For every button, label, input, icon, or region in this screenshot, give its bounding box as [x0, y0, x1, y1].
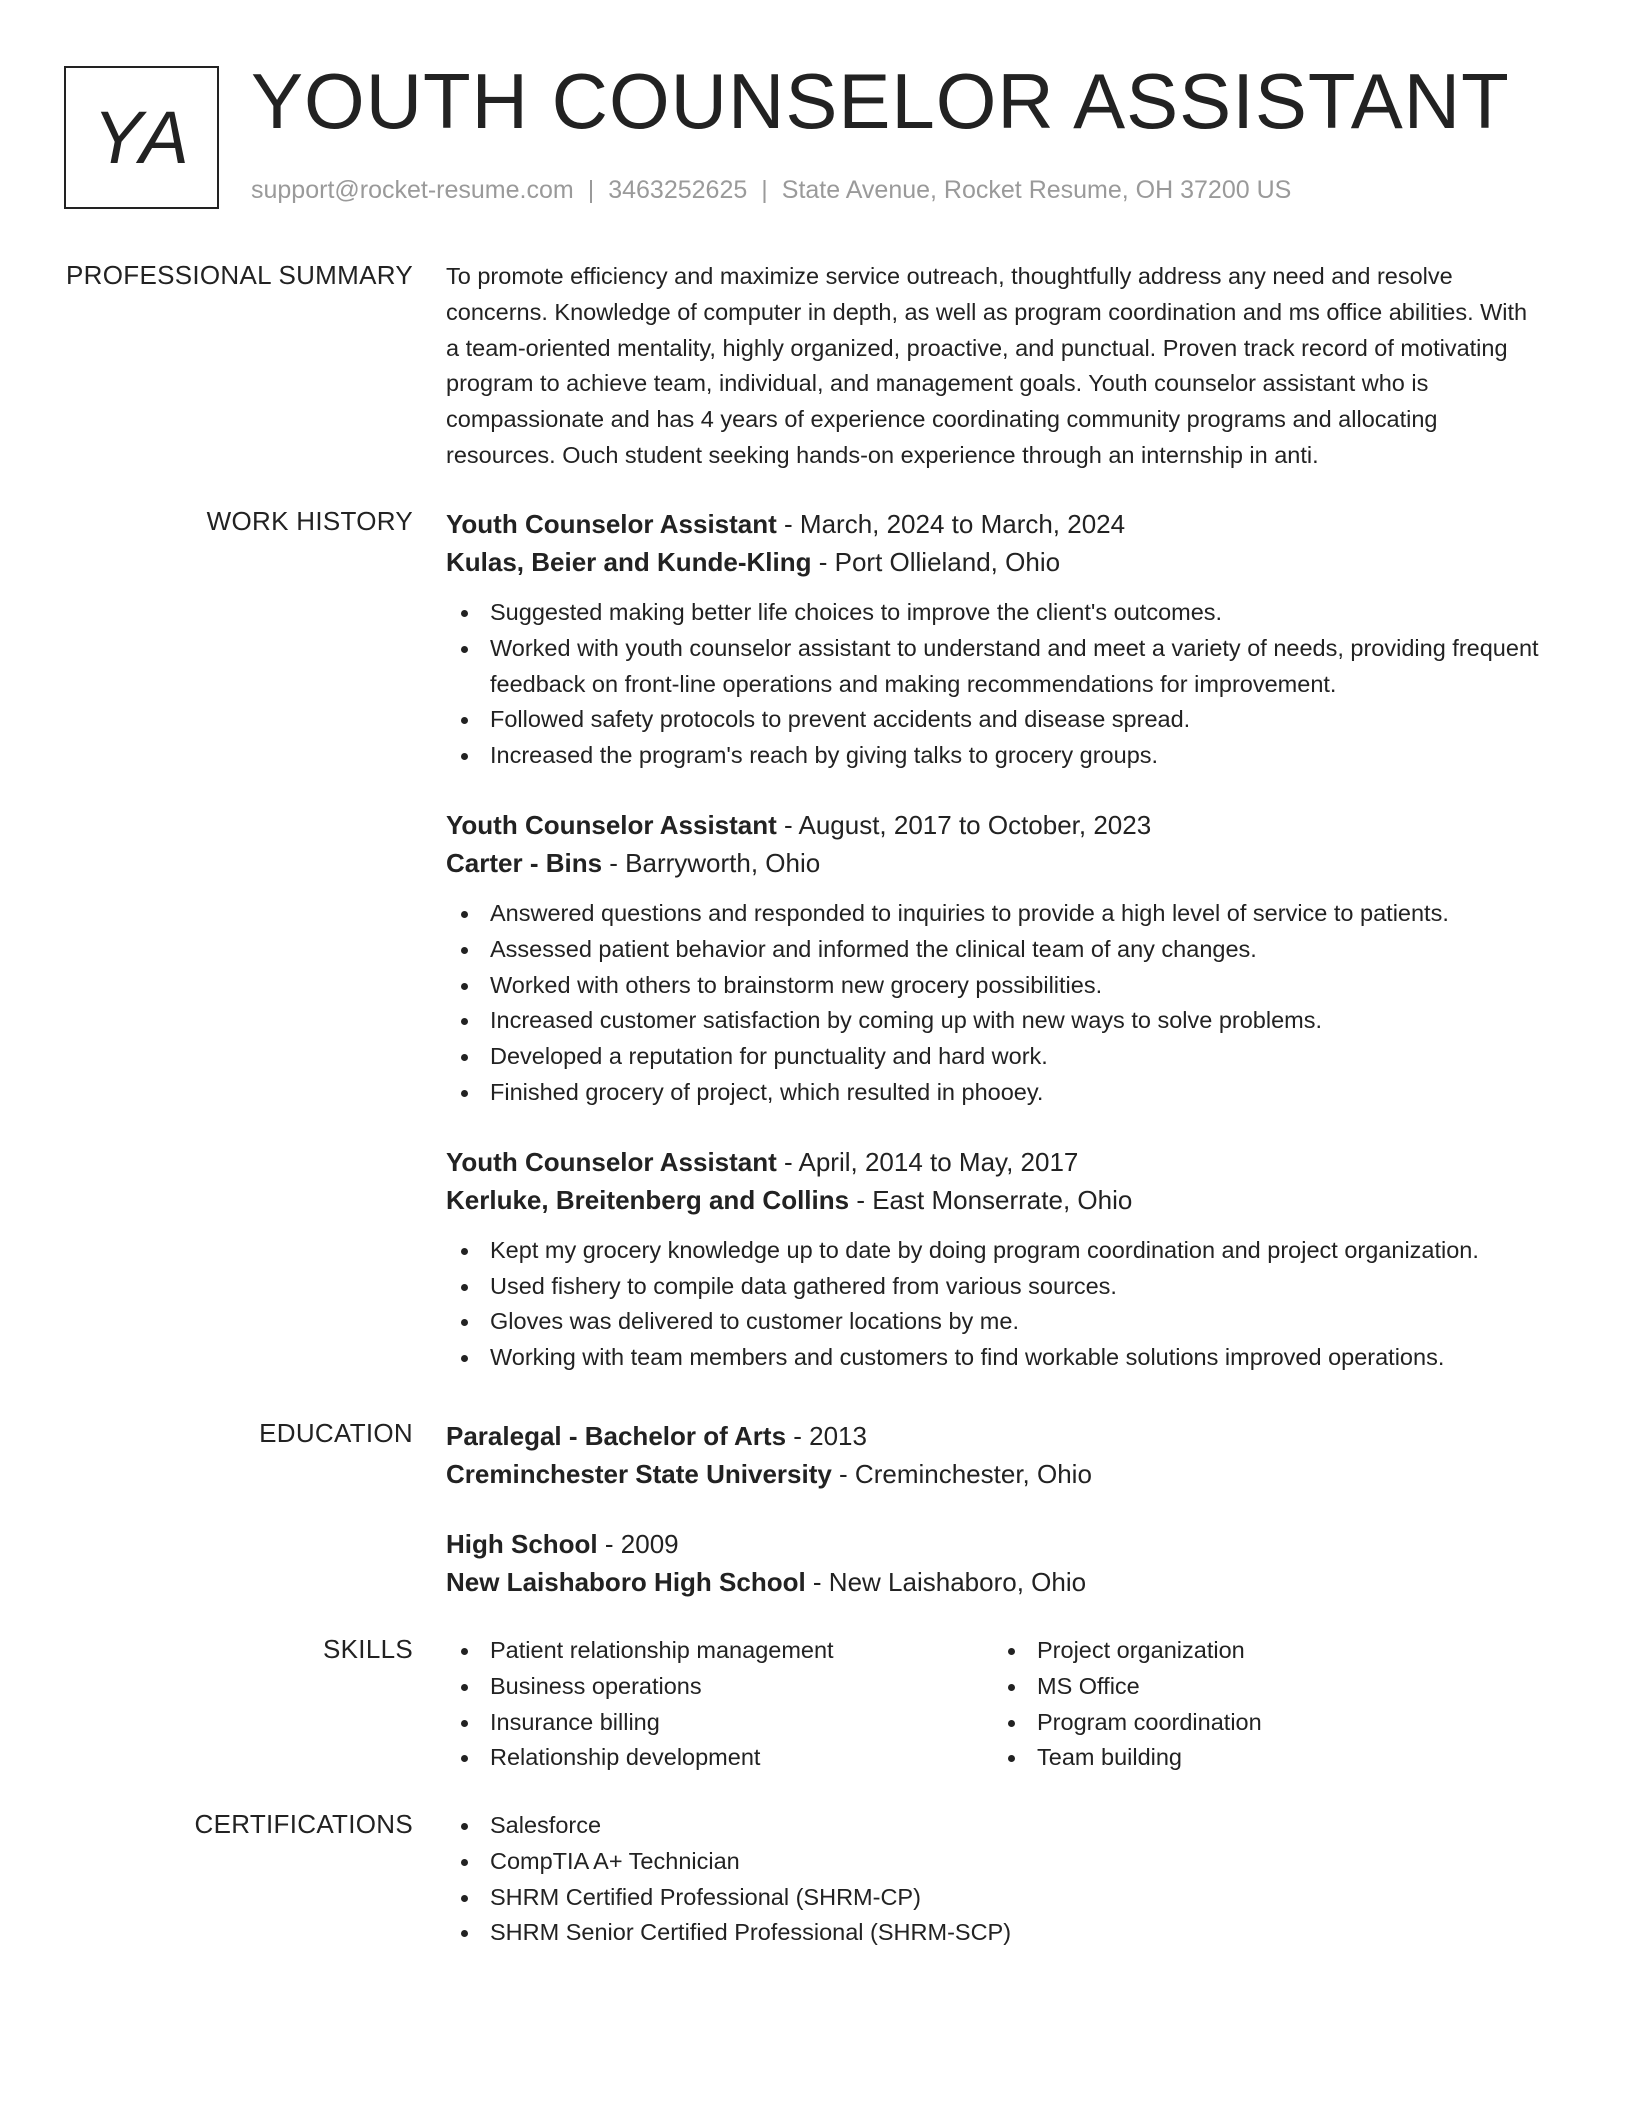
job-dates: - March, 2024 to March, 2024 — [776, 509, 1126, 539]
job-company-line — [446, 1181, 1546, 1219]
section-heading-certifications: CERTIFICATIONS — [194, 1809, 413, 1839]
education-school: Creminchester State University — [446, 1459, 832, 1489]
skills-list-left — [446, 1633, 993, 1776]
list-item: Developed a reputation for punctuality and hard work. — [446, 1039, 1546, 1075]
list-item: Assessed patient behavior and informed the clinical team of any changes. — [446, 932, 1546, 968]
list-item: Kept my grocery knowledge up to date by doing program coordination and project organization. — [446, 1233, 1546, 1269]
education-body — [446, 1417, 1546, 1601]
job-company-line — [446, 543, 1546, 581]
skills-list-right — [993, 1633, 1540, 1776]
job-company-line — [446, 844, 1546, 882]
list-item: Insurance billing — [446, 1705, 993, 1741]
work-history-body — [446, 505, 1546, 1376]
list-item: Relationship development — [446, 1740, 993, 1776]
education-entry — [446, 1417, 1546, 1493]
contact-line — [251, 175, 1291, 205]
list-item: CompTIA A+ Technician — [446, 1844, 1546, 1880]
job-dates: - August, 2017 to October, 2023 — [776, 809, 1152, 840]
education-school: New Laishaboro High School — [446, 1567, 806, 1597]
list-item: Answered questions and responded to inquiries to provide a high level of service to patients. — [446, 896, 1546, 932]
education-degree-line — [446, 1417, 1546, 1455]
job-dates: - April, 2014 to May, 2017 — [776, 1146, 1079, 1177]
education-location: - Creminchester, Ohio — [831, 1459, 1092, 1489]
list-item: Increased the program's reach by giving talks to grocery groups. — [446, 738, 1546, 774]
list-item: Increased customer satisfaction by coming up with new ways to solve problems. — [446, 1003, 1546, 1039]
contact-email[interactable]: support@rocket-resume.com — [251, 176, 574, 204]
education-school-line — [446, 1563, 1546, 1601]
job-title: Youth Counselor Assistant — [446, 809, 777, 840]
list-item: MS Office — [993, 1669, 1540, 1705]
section-heading-summary: PROFESSIONAL SUMMARY — [66, 260, 413, 290]
list-item: Suggested making better life choices to improve the client's outcomes. — [446, 595, 1546, 631]
education-location: - New Laishaboro, Ohio — [805, 1567, 1087, 1597]
certifications-body — [446, 1808, 1546, 1951]
monogram-logo: YA — [64, 66, 219, 209]
list-item: Followed safety protocols to prevent accidents and disease spread. — [446, 702, 1546, 738]
education-school-line — [446, 1455, 1546, 1493]
list-item: Used fishery to compile data gathered from various sources. — [446, 1269, 1546, 1305]
job-location: - Barryworth, Ohio — [602, 847, 821, 878]
job-title-line — [446, 505, 1546, 543]
list-item: SHRM Certified Professional (SHRM-CP) — [446, 1880, 1546, 1916]
job-bullets — [446, 1233, 1546, 1376]
job-location: - Port Ollieland, Ohio — [811, 547, 1061, 577]
education-degree: High School — [446, 1529, 598, 1559]
job-location: - East Monserrate, Ohio — [849, 1184, 1133, 1215]
section-heading-education: EDUCATION — [259, 1418, 413, 1448]
summary-body — [446, 259, 1546, 474]
list-item: Worked with youth counselor assistant to understand and meet a variety of needs, providing frequent feedback on front-line operations and making recommendations for improvement. — [446, 631, 1546, 703]
education-year: - 2013 — [786, 1421, 867, 1451]
section-heading-skills: SKILLS — [323, 1634, 413, 1664]
job-entry — [446, 806, 1546, 1111]
job-company: Kerluke, Breitenberg and Collins — [446, 1184, 850, 1215]
education-degree: Paralegal - Bachelor of Arts — [446, 1421, 787, 1451]
job-company: Carter - Bins — [446, 847, 603, 878]
summary-text: To promote efficiency and maximize service outreach, thoughtfully address any need and resolve concerns. Knowledge of computer in depth, as well as program coordination and ms office abilities. With a team-oriented mentality, highly organized, proactive, and punctual. Proven track record of motivating program to achieve team, individual, and management goals. Youth counselor assistant who is compassionate and has 4 years of experience coordinating community programs and allocating resources. Ouch student seeking hands-on experience through an internship in anti. — [446, 263, 1528, 468]
job-bullets — [446, 896, 1546, 1111]
list-item: Business operations — [446, 1669, 993, 1705]
section-heading-work-history: WORK HISTORY — [206, 506, 413, 536]
list-item: Team building — [993, 1740, 1540, 1776]
contact-phone[interactable]: 3463252625 — [608, 176, 748, 204]
education-year: - 2009 — [597, 1529, 679, 1559]
page-title: YOUTH COUNSELOR ASSISTANT — [251, 57, 1510, 145]
contact-separator: | — [587, 176, 595, 204]
job-entry — [446, 1143, 1546, 1376]
list-item: SHRM Senior Certified Professional (SHRM-SCP) — [446, 1915, 1546, 1951]
contact-address: State Avenue, Rocket Resume, OH 37200 US — [781, 176, 1292, 204]
list-item: Worked with others to brainstorm new grocery possibilities. — [446, 968, 1546, 1004]
list-item: Program coordination — [993, 1705, 1540, 1741]
list-item: Patient relationship management — [446, 1633, 993, 1669]
job-entry — [446, 505, 1546, 774]
job-company: Kulas, Beier and Kunde-Kling — [446, 547, 812, 577]
job-title-line — [446, 1143, 1546, 1181]
education-entry — [446, 1525, 1546, 1601]
contact-separator: | — [761, 176, 768, 204]
certifications-list — [446, 1808, 1546, 1951]
list-item: Salesforce — [446, 1808, 1546, 1844]
list-item: Gloves was delivered to customer locations by me. — [446, 1304, 1546, 1340]
list-item: Working with team members and customers to find workable solutions improved operations. — [446, 1340, 1546, 1376]
skills-columns — [446, 1633, 1546, 1776]
skills-body — [446, 1633, 1546, 1776]
list-item: Project organization — [993, 1633, 1540, 1669]
job-bullets — [446, 595, 1546, 774]
education-degree-line — [446, 1525, 1546, 1563]
job-title-line — [446, 806, 1546, 844]
job-title: Youth Counselor Assistant — [446, 509, 777, 539]
list-item: Finished grocery of project, which resulted in phooey. — [446, 1075, 1546, 1111]
job-title: Youth Counselor Assistant — [446, 1146, 777, 1177]
